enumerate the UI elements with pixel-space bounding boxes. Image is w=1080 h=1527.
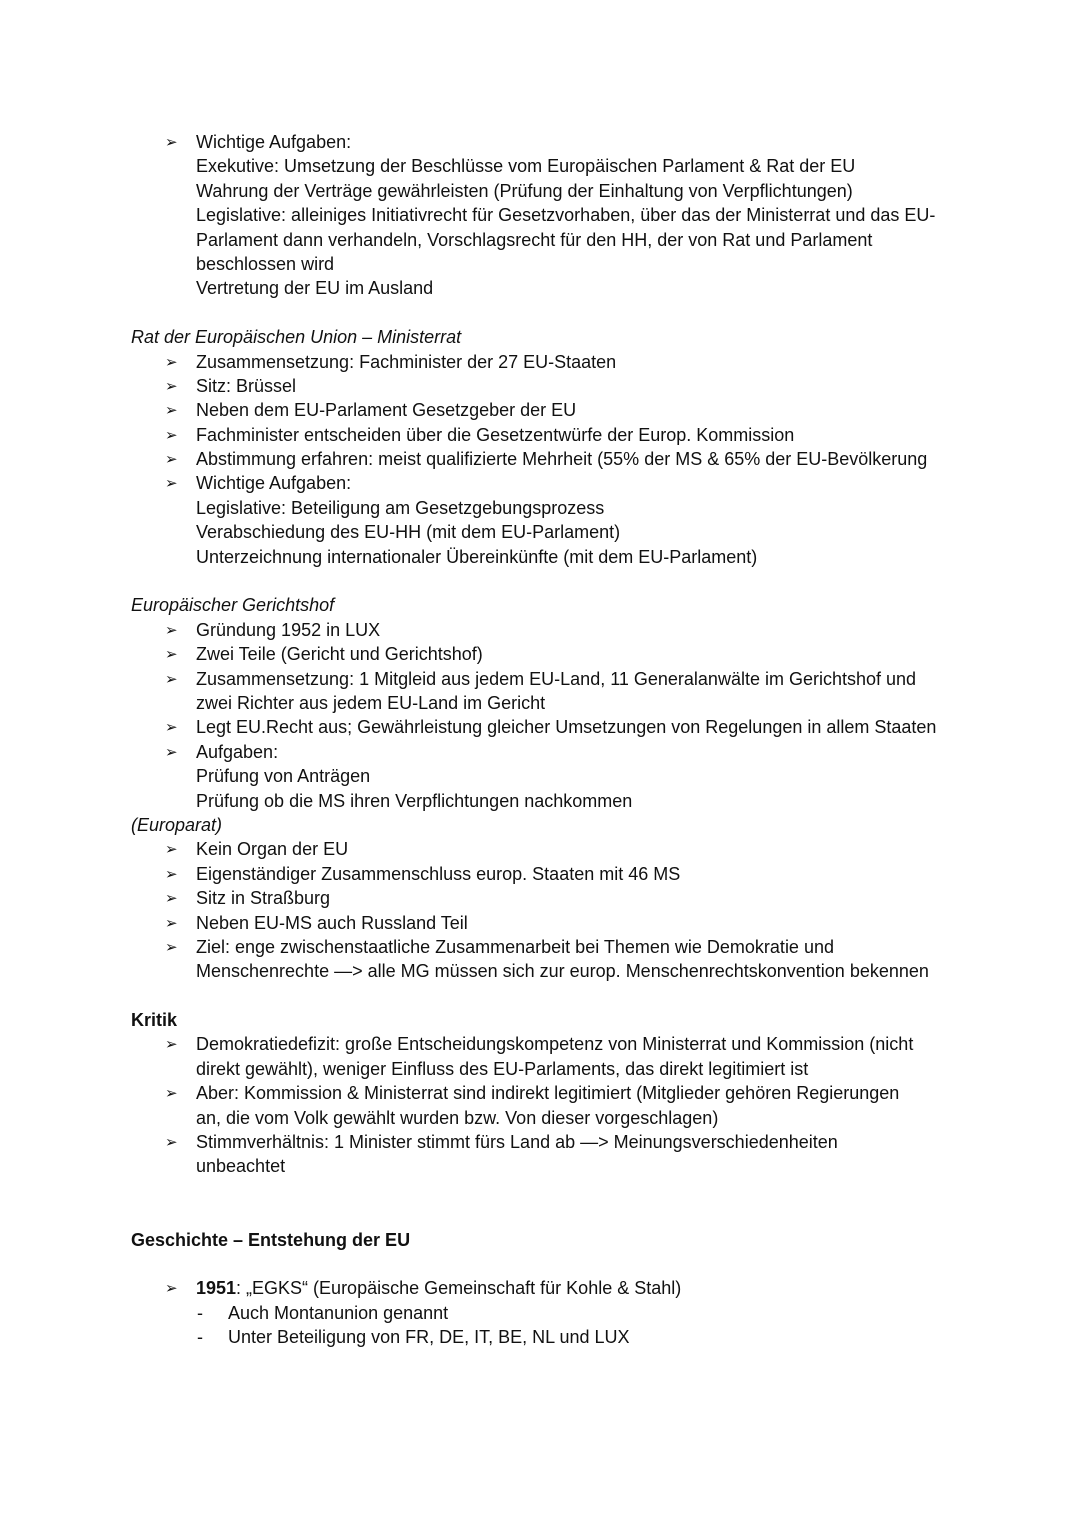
arrowhead-bullet-icon: ➢ [165, 889, 178, 908]
sub-line: Exekutive: Umsetzung der Beschlüsse vom Europäischen Parlament & Rat der EU [196, 156, 856, 177]
arrowhead-bullet-icon: ➢ [165, 669, 178, 688]
section-heading-geschichte: Geschichte – Entstehung der EU [131, 1229, 411, 1250]
dash-marker: - [197, 1327, 203, 1348]
arrowhead-bullet-icon: ➢ [165, 450, 178, 469]
section-heading-kritik: Kritik [131, 1010, 178, 1031]
section-heading-europarat: (Europarat) [131, 814, 223, 835]
list-item-continuation: zwei Richter aus jedem EU-Land im Gericht [196, 692, 546, 713]
dash-marker: - [197, 1302, 203, 1323]
spacer [131, 569, 961, 593]
list-item: ➢ Sitz in Straßburg [131, 886, 961, 910]
sub-line: Vertretung der EU im Ausland [196, 278, 434, 299]
arrowhead-bullet-icon: ➢ [165, 742, 178, 761]
list-item: ➢ Aufgaben: [131, 740, 961, 764]
list-item: ➢ Abstimmung erfahren: meist qualifizierte Mehrheit (55% der MS & 65% der EU-Bevölkerung [131, 447, 961, 471]
list-item-continuation: Menschenrechte —> alle MG müssen sich zur europ. Menschenrechtskonvention bekennen [196, 961, 929, 982]
list-item: ➢ Wichtige Aufgaben: [131, 130, 961, 154]
list-item: ➢ Neben EU-MS auch Russland Teil [131, 911, 961, 935]
list-item: ➢ Sitz: Brüssel [131, 374, 961, 398]
document-content [131, 130, 961, 1350]
arrowhead-bullet-icon: ➢ [165, 352, 178, 371]
list-item: ➢ Kein Organ der EU [131, 837, 961, 861]
list-item: ➢ 1951: „EGKS“ (Europäische Gemeinschaft für Kohle & Stahl) [131, 1276, 961, 1300]
kommission-list [131, 130, 961, 154]
sub-line: Parlament dann verhandeln, Vorschlagsrecht für den HH, der von Rat und Parlament [196, 229, 873, 250]
arrowhead-bullet-icon: ➢ [165, 1279, 178, 1298]
arrowhead-bullet-icon: ➢ [165, 401, 178, 420]
list-item-continuation: direkt gewählt), weniger Einfluss des EU-Parlaments, das direkt legitimiert ist [196, 1058, 809, 1079]
rat-list [131, 350, 961, 496]
arrowhead-bullet-icon: ➢ [165, 840, 178, 859]
spacer [131, 1179, 961, 1228]
list-item: ➢ Demokratiedefizit: große Entscheidungskompetenz von Ministerrat und Kommission (nicht [131, 1032, 961, 1056]
dash-item: - Unter Beteiligung von FR, DE, IT, BE, NL und LUX [131, 1325, 961, 1349]
europarat-list [131, 837, 961, 983]
list-item: ➢ Wichtige Aufgaben: [131, 471, 961, 495]
arrowhead-bullet-icon: ➢ [165, 425, 178, 444]
sub-line: Verabschiedung des EU-HH (mit dem EU-Parlament) [196, 522, 621, 543]
arrowhead-bullet-icon: ➢ [165, 474, 178, 493]
arrowhead-bullet-icon: ➢ [165, 1133, 178, 1152]
sub-line: Wahrung der Verträge gewährleisten (Prüfung der Einhaltung von Verpflichtungen) [196, 180, 853, 201]
gerichtshof-list [131, 618, 961, 764]
sub-line: Unterzeichnung internationaler Übereinkünfte (mit dem EU-Parlament) [196, 546, 758, 567]
arrowhead-bullet-icon: ➢ [165, 376, 178, 395]
dash-item: - Auch Montanunion genannt [131, 1301, 961, 1325]
list-item: ➢ Stimmverhältnis: 1 Minister stimmt fürs Land ab —> Meinungsverschiedenheiten [131, 1130, 961, 1154]
arrowhead-bullet-icon: ➢ [165, 133, 178, 151]
section-heading-gerichtshof: Europäischer Gerichtshof [131, 595, 335, 616]
sub-line: Legislative: Beteiligung am Gesetzgebungsprozess [196, 497, 605, 518]
kritik-list [131, 1032, 961, 1178]
list-item: ➢ Legt EU.Recht aus; Gewährleistung gleicher Umsetzungen von Regelungen in allem Staaten [131, 715, 961, 739]
sub-line: beschlossen wird [196, 253, 335, 274]
list-item-continuation: an, die vom Volk gewählt wurden bzw. Von dieser vorgeschlagen) [196, 1107, 719, 1128]
sub-line: Legislative: alleiniges Initiativrecht für Gesetzvorhaben, über das der Ministerrat und das EU- [196, 205, 936, 226]
arrowhead-bullet-icon: ➢ [165, 1035, 178, 1054]
list-item-continuation: unbeachtet [196, 1156, 286, 1177]
arrowhead-bullet-icon: ➢ [165, 645, 178, 664]
arrowhead-bullet-icon: ➢ [165, 864, 178, 883]
list-item: ➢ Eigenständiger Zusammenschluss europ. Staaten mit 46 MS [131, 862, 961, 886]
geschichte-list [131, 1276, 961, 1300]
sub-line: Prüfung ob die MS ihren Verpflichtungen nachkommen [196, 790, 633, 811]
section-heading-rat: Rat der Europäischen Union – Ministerrat [131, 327, 462, 348]
list-item: ➢ Fachminister entscheiden über die Gesetzentwürfe der Europ. Kommission [131, 423, 961, 447]
arrowhead-bullet-icon: ➢ [165, 1084, 178, 1103]
arrowhead-bullet-icon: ➢ [165, 913, 178, 932]
list-item: ➢ Ziel: enge zwischenstaatliche Zusammenarbeit bei Themen wie Demokratie und [131, 935, 961, 959]
list-item: ➢ Aber: Kommission & Ministerrat sind indirekt legitimiert (Mitglieder gehören Regierungen [131, 1081, 961, 1105]
spacer [131, 301, 961, 325]
list-item: ➢ Zwei Teile (Gericht und Gerichtshof) [131, 642, 961, 666]
arrowhead-bullet-icon: ➢ [165, 620, 178, 639]
list-item: ➢ Zusammensetzung: 1 Mitgleid aus jedem EU-Land, 11 Generalanwälte im Gerichtshof und [131, 667, 961, 691]
list-item: ➢ Gründung 1952 in LUX [131, 618, 961, 642]
list-item: ➢ Neben dem EU-Parlament Gesetzgeber der EU [131, 398, 961, 422]
spacer [131, 984, 961, 1008]
arrowhead-bullet-icon: ➢ [165, 937, 178, 956]
year-label: 1951 [196, 1278, 237, 1299]
list-item: ➢ Zusammensetzung: Fachminister der 27 EU-Staaten [131, 350, 961, 374]
arrowhead-bullet-icon: ➢ [165, 718, 178, 737]
spacer [131, 1252, 961, 1276]
sub-line: Prüfung von Anträgen [196, 766, 371, 787]
